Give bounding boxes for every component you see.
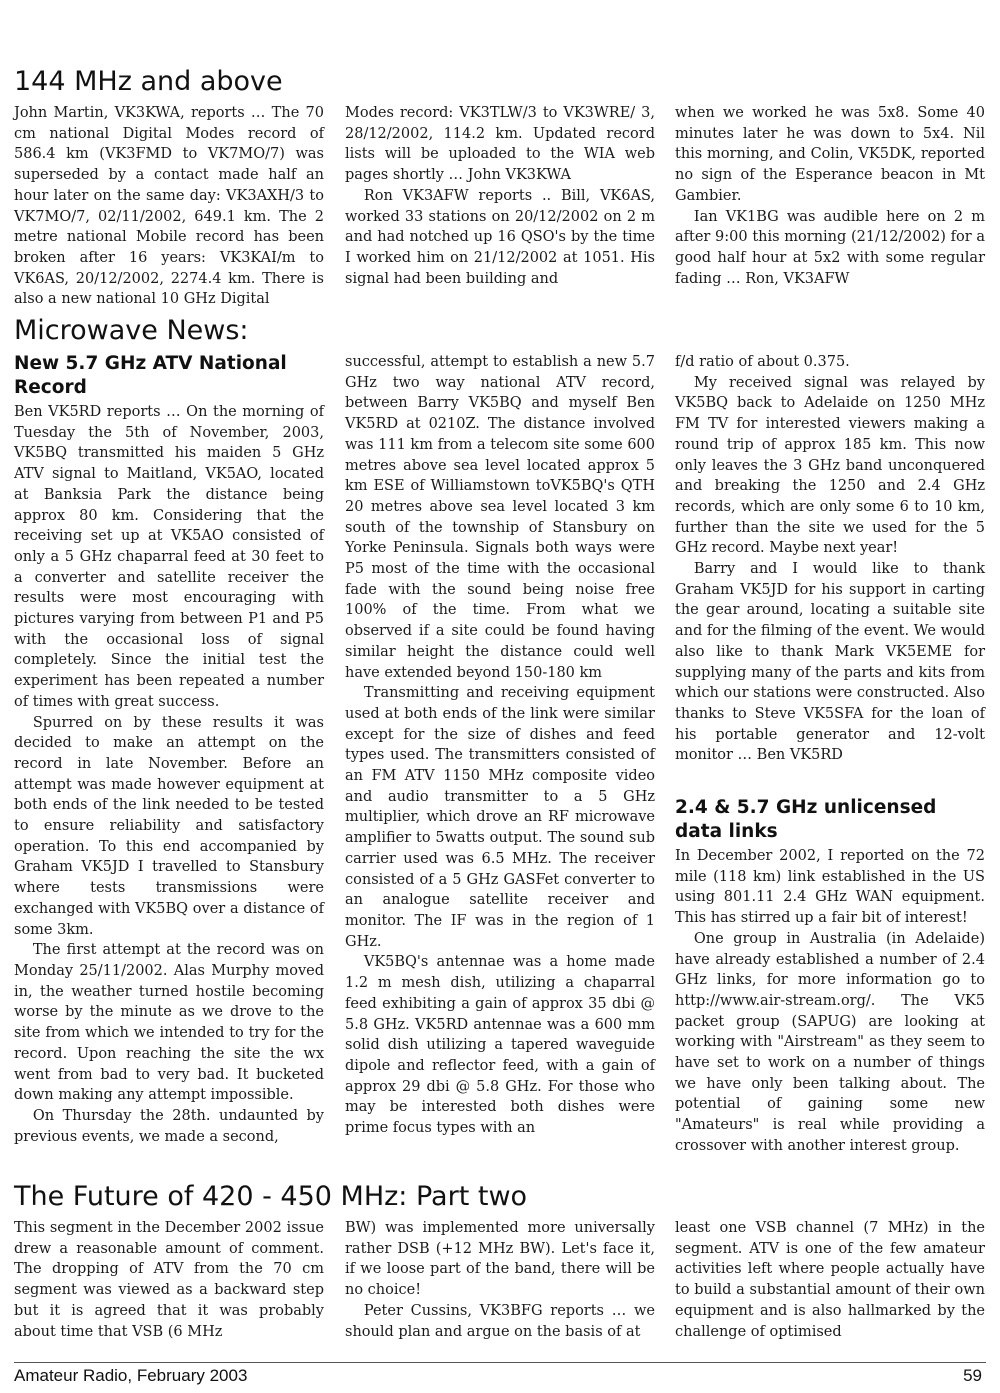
section3-column-2 (345, 1218, 655, 1342)
section-title-microwave-news: Microwave News: (14, 315, 249, 346)
paragraph: This segment in the December 2002 issue drew a reasonable amount of comment. The dropping of ATV from the 70 cm segment was viewed as a backward step but it is agreed that it was probably about time that VSB (6 MHz (14, 1220, 324, 1340)
section2-column-3 (675, 352, 985, 766)
subheading-atv-record: New 5.7 GHz ATV National Record (14, 353, 287, 398)
section1-column-3 (675, 103, 985, 289)
paragraph: John Martin, VK3KWA, reports … The 70 cm national Digital Modes record of 586.4 km (VK3FMD to VK7MO/7) was superseded by a contact made half an hour later on the same day: VK3AXH/3 to VK7MO/7, 02/11/2002, 649.1 km. The 2 metre national Mobile record has been broken after 16 years: VK3KAI/m to VK6AS, 20/12/2002, 2274.4 km. There is also a new national 10 GHz Digital (14, 105, 324, 308)
paragraph: Ben VK5RD reports … On the morning of Tuesday the 5th of November, 2003, VK5BQ transmitted his maiden 5 GHz ATV signal to Maitland, VK5AO, located at Banksia Park the distance being approx 80 km. Considering that the receiving set up at VK5AO consisted of only a 5 GHz chaparral feed at 30 feet to a converter and satellite receiver the results were most encouraging with pictures varying from between P1 and P5 with the occasional loss of signal completely. Since the initial test the experiment has been repeated a number of times with great success. (14, 404, 324, 710)
footer-publication: Amateur Radio, February 2003 (14, 1366, 248, 1385)
section-title-144mhz: 144 MHz and above (14, 66, 283, 97)
section1-column-1 (14, 103, 324, 310)
subheading-unlicensed-links: 2.4 & 5.7 GHz unlicensed data links (675, 797, 937, 842)
paragraph: VK5BQ's antennae was a home made 1.2 m mesh dish, utilizing a chaparral feed exhibiting a gain of approx 35 dbi @ 5.8 GHz. VK5RD antennae was a 600 mm solid dish utilizing a tapered waveguide dipole and reflector feed, with a gain of approx 29 dbi @ 5.8 GHz. For those who may be interested both dishes were prime focus types with an (345, 954, 655, 1137)
page-number: 59 (963, 1366, 982, 1385)
paragraph: Peter Cussins, VK3BFG reports … we should plan and argue on the basis of at (345, 1302, 655, 1340)
section2-column-3-lower (675, 796, 985, 1157)
paragraph: least one VSB channel (7 MHz) in the segment. ATV is one of the few amateur activities left where people actually have to build a substantial amount of their own equipment and is also hallmarked by the challenge of optimised (675, 1220, 985, 1340)
paragraph: Ron VK3AFW reports .. Bill, VK6AS, worked 33 stations on 20/12/2002 on 2 m and had notched up 16 QSO's by the time I worked him on 21/12/2002 at 1051. His signal had been building and (345, 187, 655, 287)
paragraph: On Thursday the 28th. undaunted by previous events, we made a second, (14, 1107, 324, 1145)
paragraph: My received signal was relayed by VK5BQ back to Adelaide on 1250 MHz FM TV for interested viewers making a round trip of approx 185 km. This now only leaves the 3 GHz band unconquered and breaking the 1250 and 2.4 GHz records, which are only some 6 to 10 km, further than the site we used for the 5 GHz record. Maybe next year! (675, 374, 985, 557)
paragraph: BW) was implemented more universally rather DSB (+12 MHz BW). Let's face it, if we loose part of the band, there will be no choice! (345, 1220, 655, 1299)
footer-divider (14, 1362, 986, 1363)
section3-column-1 (14, 1218, 324, 1342)
paragraph: In December 2002, I reported on the 72 mile (118 km) link established in the US using 801.11 2.4 GHz WAN equipment. This has stirred up a fair bit of interest! (675, 848, 985, 927)
paragraph: Modes record: VK3TLW/3 to VK3WRE/ 3, 28/12/2002, 114.2 km. Updated record lists will be uploaded to the WIA web pages shortly … John VK3KWA (345, 105, 655, 184)
paragraph: successful, attempt to establish a new 5.7 GHz two way national ATV record, between Barry VK5BQ and myself Ben VK5RD at 0210Z. The distance involved was 111 km from a telecom site some 600 metres above sea level located approx 5 km ESE of Williamstown toVK5BQ's QTH 20 metres above sea level located 3 km south of the township of Stansbury on Yorke Peninsula. Signals both ways were P5 most of the time with the occasional fade with the sound being noise free 100% of the time. From what we observed if a site could be found having similar height the distance could well have extended beyond 150-180 km (345, 354, 655, 681)
section2-column-1 (14, 352, 324, 1147)
section2-column-2 (345, 352, 655, 1139)
section-title-420-450mhz: The Future of 420 - 450 MHz: Part two (14, 1181, 528, 1212)
paragraph: One group in Australia (in Adelaide) have already established a number of 2.4 GHz links, for more information go to http://www.air-stream.org/. The VK5 packet group (SAPUG) are looking at working with "Airstream" as they seem to have set to work on a number of things we have only been talking about. The potential of gaining some new "Amateurs" is real while providing a crossover with another interest group. (675, 930, 985, 1154)
section1-column-2 (345, 103, 655, 289)
paragraph: The first attempt at the record was on Monday 25/11/2002. Alas Murphy moved in, the weather turned hostile becoming worse by the minute as we drove to the site from which we intended to try for the record. Upon reaching the site the wx went from bad to very bad. It bucketed down making any attempt impossible. (14, 942, 324, 1104)
paragraph: Transmitting and receiving equipment used at both ends of the link were similar except for the size of dishes and feed types used. The transmitters consisted of an FM ATV 1150 MHz composite video and audio transmitter to a 5 GHz multiplier, which drove an RF microwave amplifier to 5watts output. The sound sub carrier used was 6.5 MHz. The receiver consisted of a 5 GHz GASFet converter to an analogue satellite receiver and monitor. The IF was in the region of 1 GHz. (345, 685, 655, 950)
section3-column-3 (675, 1218, 985, 1342)
paragraph: Barry and I would like to thank Graham VK5JD for his support in carting the gear around, locating a suitable site and for the filming of the event. We would also like to thank Mark VK5EME for supplying many of the parts and kits from which our stations were constructed. Also thanks to Steve VK5SFA for the loan of his portable generator and 12-volt monitor … Ben VK5RD (675, 561, 985, 764)
paragraph: Spurred on by these results it was decided to make an attempt on the record in late November. Before an attempt was made however equipment at both ends of the link needed to be tested to ensure reliability and satisfactory operation. To this end accompanied by Graham VK5JD I travelled to Stansbury where tests transmissions were exchanged with VK5BQ over a distance of some 3km. (14, 714, 324, 938)
paragraph: Ian VK1BG was audible here on 2 m after 9:00 this morning (21/12/2002) for a good half hour at 5x2 with some regular fading … Ron, VK3AFW (675, 208, 985, 287)
paragraph: f/d ratio of about 0.375. (675, 354, 850, 370)
paragraph: when we worked he was 5x8. Some 40 minutes later he was down to 5x4. Nil this morning, and Colin, VK5DK, reported no sign of the Esperance beacon in Mt Gambier. (675, 105, 985, 204)
